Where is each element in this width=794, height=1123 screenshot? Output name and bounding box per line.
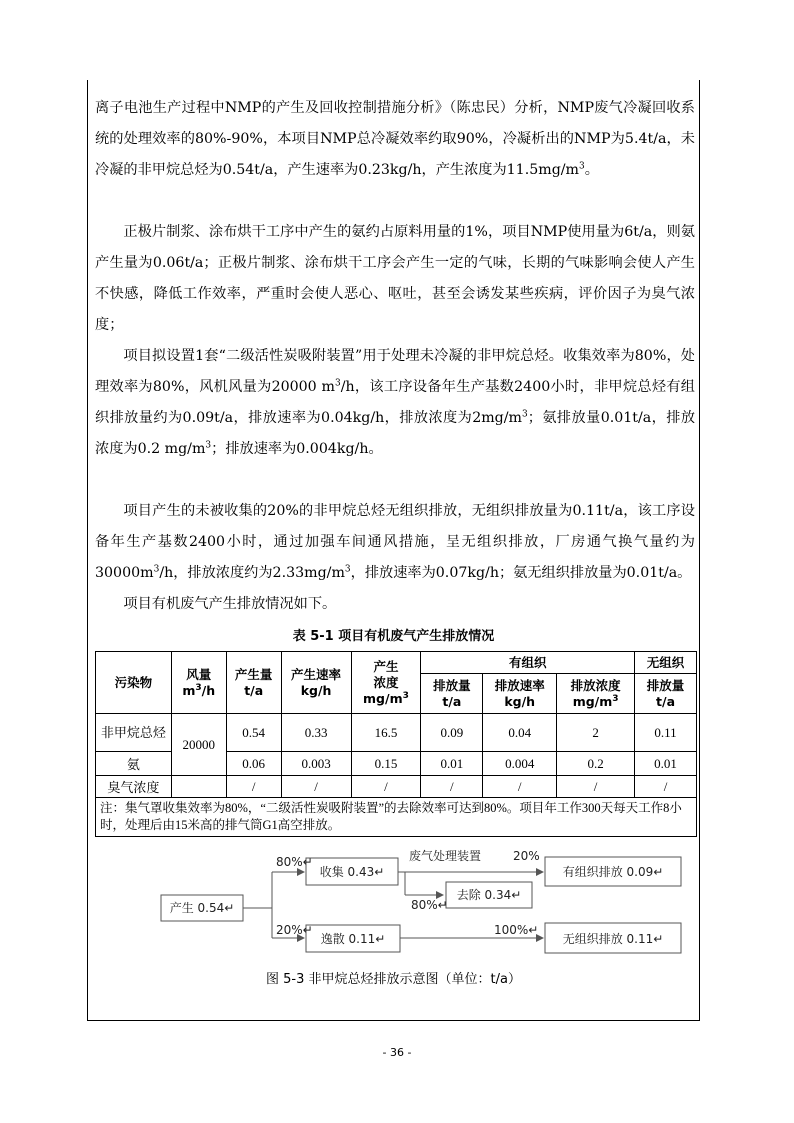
node-collect-label: 收集 0.43↵ (319, 865, 385, 879)
pct-escape: 20%↵ (276, 923, 313, 937)
header-pollutant: 污染物 (96, 652, 172, 714)
header-organized: 有组织 (421, 652, 635, 674)
table-row: 臭气浓度 / / / / / / / (96, 776, 697, 798)
node-organized-label: 有组织排放 0.09↵ (562, 865, 664, 879)
pct-collect: 80%↵ (276, 855, 313, 869)
header-gen-amount: 产生量 t/a (226, 652, 281, 714)
figure-caption: 图 5-3 非甲烷总烃排放示意图（单位：t/a） (266, 972, 521, 987)
header-gen-conc: 产生 浓度 $mg/m^3$ (351, 652, 421, 714)
node-removal-label: 去除 0.34↵ (456, 888, 522, 902)
table-row: 氨 0.06 0.003 0.15 0.01 0.004 0.2 0.01 (96, 752, 697, 776)
table-note: 注：集气罩收集效率为80%，“二级活性炭吸附装置”的去除效率可达到80%。项目年工作300天每天工作8小时，处理后由15米高的排气筒G1高空排放。 (96, 798, 697, 837)
header-unorganized: 无组织 (635, 652, 697, 674)
header-emit-conc: 排放浓度 $mg/m^3$ (557, 674, 635, 714)
page-number: - 36 - (382, 1046, 412, 1059)
header-gen-rate: 产生速率 kg/h (281, 652, 351, 714)
node-escape-label: 逸散 0.11↵ (320, 932, 386, 946)
pct-unorganized: 100%↵ (494, 923, 539, 937)
table-caption: 表 5-1 项目有机废气产生排放情况 (292, 629, 495, 644)
node-unorganized-label: 无组织排放 0.11↵ (562, 932, 664, 946)
pct-remove: 80%↵ (411, 898, 448, 912)
paragraph-1: 离子电池生产过程中NMP的产生及回收控制措施分析》（陈忠民）分析，NMP废气冷凝回收系统的处理效率的80%-90%，本项目NMP总冷凝效率约取90%，冷凝析出的NMP为5.4t/a，未冷凝的非甲烷总烃为0.54t/a，产生速率为0.23kg/h，产生浓度为$11.5mg/m^3$。 (95, 100, 695, 178)
header-un-amount: 排放量 t/a (635, 674, 697, 714)
header-airflow: 风量 $m^3/h$ (171, 652, 226, 714)
header-emit-amount: 排放量 t/a (421, 674, 483, 714)
paragraph-4: 项目产生的未被收集的20%的非甲烷总烃无组织排放，无组织排放量为0.11t/a，该工序设备年生产基数2400小时，通过加强车间通风措施，呈无组织排放，厂房通气换气量约为$30000m^3/h$，排放浓度约为$2.33mg/m^3$，排放速率为0.07kg/h；氨无组织排放量为0.01t/a。 (95, 503, 695, 581)
paragraph-3: 项目拟设置1套“二级活性炭吸附装置”用于处理未冷凝的非甲烷总烃。收集效率为80%，处理效率为80%，风机风量为20000 $m^3/h$，该工序设备年生产基数2400小时，非甲烷总烃有组织排放量约为0.09t/a，排放速率为0.04kg/h，排放浓度为$2mg/m^3$；氨排放量0.01t/a，排放浓度为0.2 $mg/m^3$；排放速率为0.004kg/h。 (95, 348, 696, 457)
device-label: 废气处理装置 (409, 849, 482, 863)
header-emit-rate: 排放速率 kg/h (483, 674, 557, 714)
paragraph-5: 项目有机废气产生排放情况如下。 (123, 596, 337, 612)
table-row: 非甲烷总烃 20000 0.54 0.33 16.5 0.09 0.04 2 0.11 (96, 714, 697, 752)
pct-organized: 20% (513, 849, 540, 863)
node-generate-label: 产生 0.54↵ (169, 901, 235, 915)
paragraph-2: 正极片制浆、涂布烘干工序中产生的氨约占原料用量的1%，项目NMP使用量为6t/a，则氨产生量为0.06t/a；正极片制浆、涂布烘干工序会产生一定的气味，长期的气味影响会使人产生不快感，降低工作效率，严重时会使人恶心、呕吐，甚至会诱发某些疾病，评价因子为臭气浓度； (95, 224, 695, 333)
